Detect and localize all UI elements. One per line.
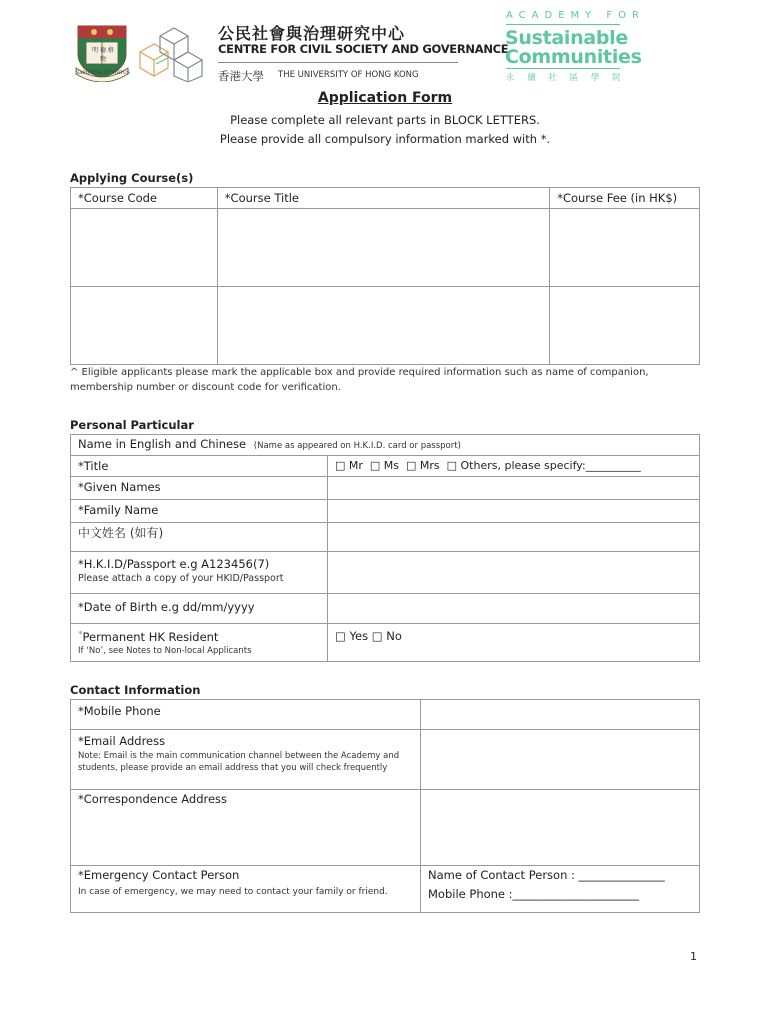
chinese-name-input[interactable] (328, 523, 700, 552)
courses-note: ^ Eligible applicants please mark the applicable box and provide required information such as name of companion, membership number or discount code for verification. (70, 367, 649, 393)
academy-top-label: ACADEMY FOR (506, 10, 645, 21)
given-names-label: *Given Names (71, 477, 328, 500)
hku-crest-top-text: 明 德 格 物 (92, 47, 114, 63)
hkid-label-cell (71, 552, 328, 594)
course-fee-cell[interactable] (550, 209, 700, 287)
title-options[interactable]: □ Mr □ Ms □ Mrs □ Others, please specify:__________ (328, 455, 700, 476)
page-number: 1 (690, 950, 697, 963)
courses-heading: Applying Course(s) (70, 171, 194, 185)
personal-table (70, 434, 700, 662)
hku-name-chinese: 香港大學 (218, 69, 264, 83)
course-fee-header: *Course Fee (in HK$) (550, 188, 700, 209)
course-code-header: *Course Code (71, 188, 218, 209)
resident-label (78, 630, 320, 644)
resident-note: If ‘No’, see Notes to Non-local Applicants (78, 646, 252, 657)
academy-bottom-rule (506, 68, 620, 69)
hkid-input[interactable] (328, 552, 700, 594)
resident-label-cell (71, 624, 328, 662)
contact-table (70, 699, 700, 913)
email-label-cell (71, 730, 421, 790)
mobile-label: *Mobile Phone (71, 700, 421, 730)
name-header-label: Name in English and Chinese (78, 437, 247, 451)
name-header-note: (Name as appeared on H.K.I.D. card or passport) (253, 441, 461, 451)
centre-name-english: CENTRE FOR CIVIL SOCIETY AND GOVERNANCE (218, 42, 509, 56)
academy-name-chinese: 永 續 社 區 學 院 (506, 73, 626, 83)
email-label: *Email Address (78, 734, 166, 748)
family-name-input[interactable] (328, 500, 700, 523)
contact-person-name[interactable]: Name of Contact Person : _______________ (428, 868, 665, 882)
mobile-input[interactable] (421, 700, 700, 730)
hkid-label: *H.K.I.D/Passport e.g A123456(7) (78, 557, 270, 571)
email-note: Note: Email is the main communication channel between the Academy and students, please provide an email address that you will check frequently (78, 751, 400, 773)
resident-marker: * (78, 630, 83, 640)
academy-name-line1: Sustainable (505, 27, 628, 49)
course-fee-cell[interactable] (550, 287, 700, 365)
given-names-input[interactable] (328, 477, 700, 500)
course-title-cell[interactable] (217, 209, 549, 287)
course-code-cell[interactable] (71, 209, 218, 287)
resident-label-text: Permanent HK Resident (82, 630, 219, 644)
email-input[interactable] (421, 730, 700, 790)
dob-label: *Date of Birth e.g dd/mm/yyyy (71, 594, 328, 624)
hku-name-english: THE UNIVERSITY OF HONG KONG (278, 70, 419, 80)
emergency-label: *Emergency Contact Person (78, 868, 240, 882)
family-name-label: *Family Name (71, 500, 328, 523)
hku-crest-motto: SAPIENTIA ET VIRTUS (76, 71, 130, 76)
course-code-cell[interactable] (71, 287, 218, 365)
academy-name-line2: Communities (505, 46, 642, 68)
course-row (71, 287, 700, 365)
hkid-note: Please attach a copy of your HKID/Passport (78, 573, 284, 585)
header-divider (218, 62, 458, 63)
personal-heading: Personal Particular (70, 418, 194, 432)
contact-person-mobile[interactable]: Mobile Phone :______________________ (428, 887, 640, 902)
instruction-line-2: Please provide all compulsory information marked with *. (219, 132, 551, 146)
course-title-cell[interactable] (217, 287, 549, 365)
contact-heading: Contact Information (70, 683, 201, 697)
emergency-details-cell[interactable] (421, 866, 700, 913)
course-row (71, 209, 700, 287)
resident-options[interactable]: □ Yes □ No (328, 624, 700, 662)
address-input[interactable] (421, 790, 700, 866)
centre-name-chinese: 公民社會與治理研究中心 (218, 24, 406, 43)
form-title: Application Form (317, 90, 453, 106)
emergency-label-cell (71, 866, 421, 913)
courses-table (70, 187, 700, 365)
emergency-note: In case of emergency, we may need to contact your family or friend. (78, 887, 388, 898)
cubes-logo (138, 22, 208, 82)
title-label: *Title (71, 455, 328, 476)
address-label: *Correspondence Address (71, 790, 421, 866)
name-header-cell (71, 435, 700, 456)
chinese-name-label: 中文姓名 (如有) (71, 523, 328, 552)
course-title-header: *Course Title (217, 188, 549, 209)
dob-input[interactable] (328, 594, 700, 624)
academy-top-rule (506, 24, 620, 25)
instruction-line-1: Please complete all relevant parts in BLOCK LETTERS. (230, 113, 540, 127)
